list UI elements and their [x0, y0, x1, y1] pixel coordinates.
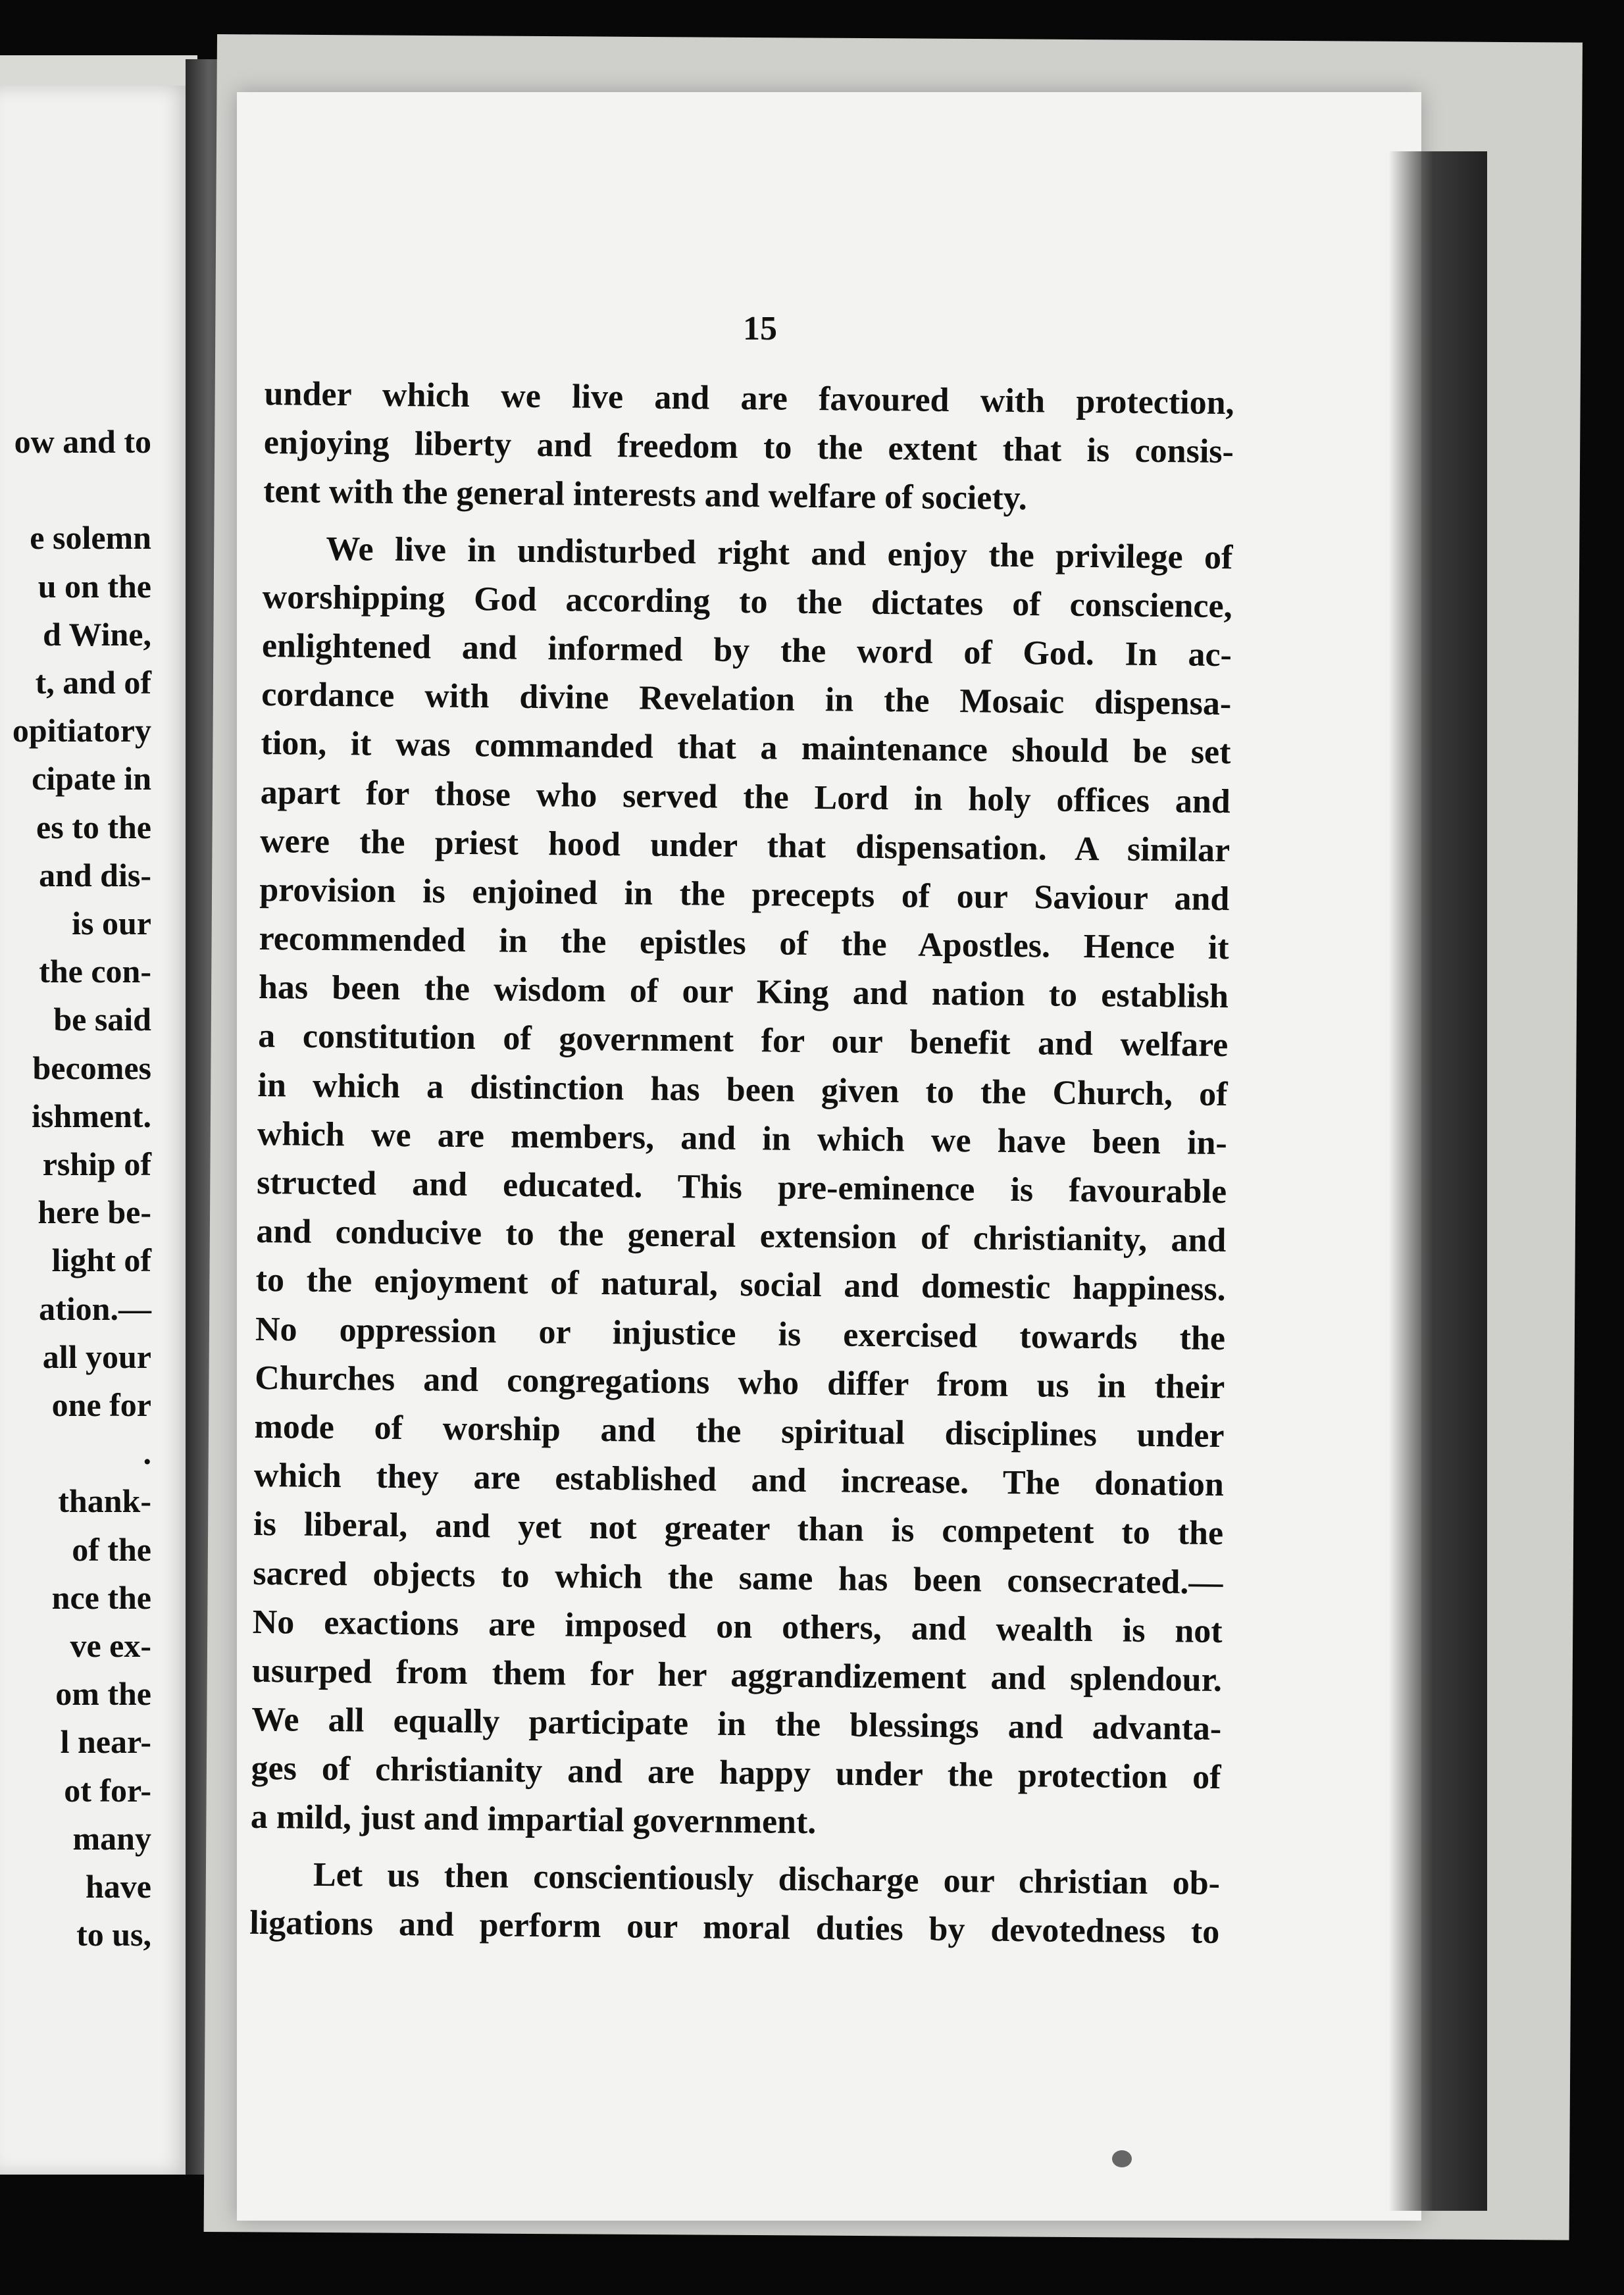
left-page-line: the con-: [39, 953, 151, 990]
text-line: sacred objects to which the same has been consecrated.—: [253, 1554, 1223, 1601]
left-facing-page: [0, 86, 191, 2175]
text-line: under which we live and are favoured with protection,: [264, 374, 1234, 422]
text-line: recommended in the epistles of the Apostles. Hence it: [259, 920, 1229, 967]
text-line: were the priest hood under that dispensation. A similar: [259, 822, 1231, 869]
text-line: Let us then conscientiously discharge our christian ob-: [313, 1855, 1221, 1902]
text-line: in which a distinction has been given to the Church, of: [257, 1066, 1228, 1113]
left-page-line: .: [143, 1434, 151, 1472]
left-page-top-edge: [0, 55, 197, 87]
left-page-line: u on the: [38, 567, 151, 605]
left-page-line: is our: [72, 905, 151, 942]
left-page-line: cipate in: [32, 760, 151, 797]
text-line: We live in undisturbed right and enjoy the privilege of: [326, 530, 1233, 576]
text-line: ligations and perform our moral duties by devotedness to: [249, 1904, 1220, 1951]
text-line: to the enjoyment of natural, social and domestic happiness.: [255, 1261, 1226, 1309]
text-line: tion, it was commanded that a maintenance should be set: [261, 724, 1231, 772]
left-page-line: light of: [51, 1242, 151, 1279]
left-page-line: be said: [53, 1001, 151, 1038]
text-line: tent with the general interests and welfare of society.: [263, 472, 1028, 518]
left-page-line: e solemn: [30, 519, 151, 557]
page-number: 15: [743, 310, 777, 347]
left-page-line: and dis-: [39, 856, 151, 894]
left-page-line: ation.—: [39, 1290, 151, 1327]
left-page-text: [0, 418, 191, 1959]
left-page-line: becomes: [32, 1049, 151, 1086]
left-page-line: l near-: [60, 1723, 151, 1761]
text-line: which they are established and increase. The donation: [253, 1457, 1225, 1504]
text-line: Churches and congregations who differ from us in their: [255, 1359, 1225, 1406]
left-page-line: one for: [51, 1386, 151, 1424]
text-line: usurped from them for her aggrandizement and splendour.: [251, 1652, 1223, 1699]
left-page-line: all your: [42, 1338, 151, 1375]
left-page-line: have: [86, 1868, 151, 1905]
left-page-line: ve ex-: [70, 1627, 151, 1665]
text-line: enlightened and informed by the word of God. In ac-: [261, 626, 1232, 674]
left-page-line: om the: [55, 1675, 151, 1713]
text-line: provision is enjoined in the precepts of our Saviour and: [259, 870, 1230, 918]
left-page-line: here be-: [38, 1194, 151, 1231]
text-line: worshipping God according to the dictates of conscience,: [262, 578, 1232, 625]
text-line: a constitution of government for our benefit and welfare: [258, 1017, 1229, 1065]
left-page-line: ow and to: [14, 423, 151, 460]
text-line: has been the wisdom of our King and nation to establish: [258, 969, 1229, 1016]
left-page-line: rship of: [42, 1146, 151, 1183]
text-line: We all equally participate in the blessings and advanta-: [251, 1700, 1222, 1748]
left-page-line: es to the: [36, 808, 151, 845]
text-line: mode of worship and the spiritual disciplines under: [254, 1407, 1225, 1455]
left-page-line: thank-: [58, 1482, 151, 1520]
page-edge-shadow: [1388, 151, 1487, 2211]
page-body-text: [249, 370, 1234, 1957]
text-line: and conducive to the general extension of christianity, and: [256, 1213, 1227, 1260]
left-page-line: ishment.: [32, 1097, 151, 1134]
left-page-line: d Wine,: [43, 615, 151, 653]
ink-speck: [1112, 2150, 1132, 2167]
text-line: ges of christianity and are happy under the protection of: [251, 1750, 1221, 1797]
left-page-line: to us,: [76, 1916, 151, 1954]
left-page-line: [0, 466, 191, 514]
left-page-line: opitiatory: [12, 712, 151, 749]
left-page-line: many: [72, 1819, 151, 1857]
left-page-line: nce the: [51, 1578, 151, 1616]
text-line: enjoying liberty and freedom to the extent that is consis-: [263, 424, 1234, 471]
text-line: is liberal, and yet not greater than is competent to the: [253, 1505, 1224, 1553]
text-line: apart for those who served the Lord in holy offices and: [260, 773, 1231, 820]
text-line: which we are members, and in which we have been in-: [257, 1115, 1228, 1162]
left-page-line: ot for-: [64, 1771, 151, 1809]
text-line: No oppression or injustice is exercised towards the: [255, 1310, 1226, 1357]
left-page-line: of the: [72, 1530, 151, 1568]
text-line: a mild, just and impartial government.: [250, 1798, 817, 1842]
text-line: structed and educated. This pre-eminence is favourable: [256, 1163, 1227, 1211]
text-line: No exactions are imposed on others, and wealth is not: [252, 1603, 1223, 1650]
text-line: cordance with divine Revelation in the Mosaic dispensa-: [261, 676, 1232, 723]
left-page-line: t, and of: [35, 664, 151, 701]
